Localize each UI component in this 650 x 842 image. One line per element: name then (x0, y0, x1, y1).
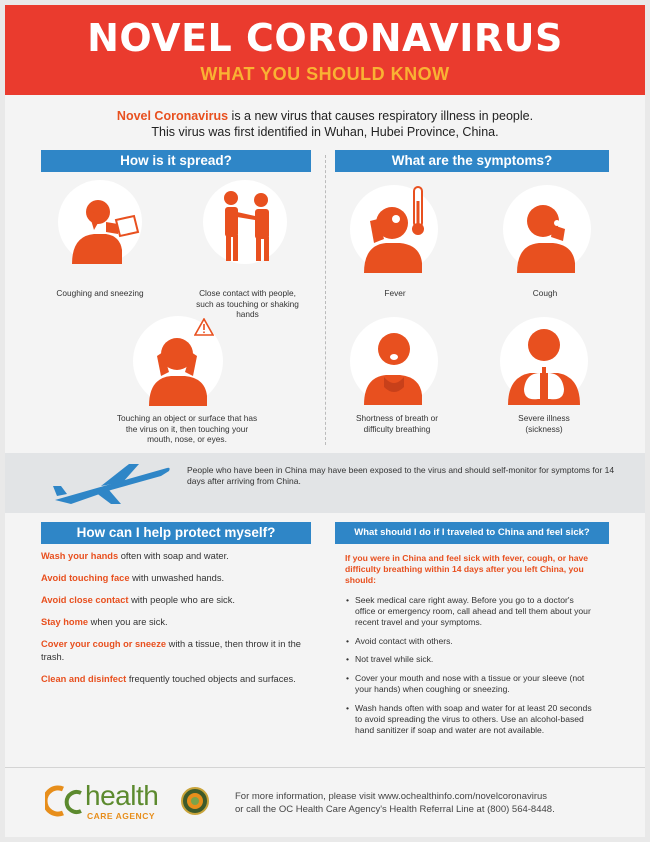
logo-word: health (85, 780, 159, 811)
protect-item: Avoid touching face with unwashed hands. (41, 573, 225, 583)
footer-line2: or call the OC Health Care Agency's Health Referral Line at (800) 564-8448. (235, 804, 555, 815)
header-banner (5, 5, 645, 95)
spread-item-2-label: Close contact with people, such as touching or shaking hands (196, 288, 299, 319)
travel-heading: What should I do if I traveled to China and feel sick? (335, 522, 609, 544)
shortness-of-breath-icon (350, 317, 438, 410)
oc-logo-mark-icon (45, 783, 85, 817)
protect-item: Cover your cough or sneeze with a tissue, then throw it in the trash. (41, 639, 301, 662)
spread-item-3-label: Touching an object or surface that has the virus on it, then touching your mouth, nose, or eyes. (116, 413, 258, 444)
symptoms-heading: What are the symptoms? (335, 150, 609, 172)
travel-guidance (345, 553, 595, 744)
list-item: • Cover your mouth and nose with a tissue or your sleeve (not your hands) when coughing or sneezing. (345, 673, 595, 695)
oc-health-logo (45, 781, 210, 829)
flyer-page (5, 5, 645, 837)
page-title: NOVEL CORONAVIRUS (87, 16, 563, 60)
logo-subtitle: CARE AGENCY (87, 811, 155, 821)
footer-line1: For more information, please visit www.ochealthinfo.com/novelcoronavirus (235, 791, 548, 802)
list-item: • Seek medical care right away. Before you go to a doctor's office or emergency room, call ahead and tell them about your recent travel and your symptoms. (345, 595, 595, 629)
page-subtitle: WHAT YOU SHOULD KNOW (200, 64, 450, 84)
list-item: • Wash hands often with soap and water for at least 20 seconds to avoid spreading the virus to others. Use an alcohol-based hand sanitizer if soap and water are not available. (345, 703, 595, 737)
lungs-icon (500, 317, 588, 410)
travel-notice-text: People who have been in China may have been exposed to the virus and should self-monitor for symptoms for 14 days after arriving from China. (187, 465, 615, 486)
travel-lead: If you were in China and feel sick with fever, cough, or have difficulty breathing within 14 days after you left China, you should: (345, 553, 589, 586)
protect-list (41, 550, 301, 695)
protect-item: Avoid close contact with people who are sick. (41, 595, 235, 605)
symptom-item-3-label: Shortness of breath or difficulty breathing (355, 413, 439, 434)
protect-heading: How can I help protect myself? (41, 522, 311, 544)
close-contact-icon (203, 180, 287, 269)
protect-item: Wash your hands often with soap and water. (41, 551, 229, 561)
list-item: • Avoid contact with others. (345, 636, 595, 647)
cough-icon (503, 185, 591, 278)
spread-heading: How is it spread? (41, 150, 311, 172)
symptom-item-2-label: Cough (532, 288, 558, 298)
spread-item-1-label: Coughing and sneezing (56, 288, 144, 298)
symptom-item-1-label: Fever (384, 288, 406, 298)
symptom-item-4-label: Severe illness (sickness) (518, 413, 570, 434)
fever-icon (350, 185, 438, 278)
intro-line1: is a new virus that causes respiratory illness in people. (228, 109, 534, 123)
airplane-icon (51, 460, 171, 511)
protect-item: Stay home when you are sick. (41, 617, 168, 627)
travel-bullets (345, 595, 595, 737)
protect-item: Clean and disinfect frequently touched objects and surfaces. (41, 673, 296, 684)
footer-contact (235, 790, 615, 816)
intro-line2: This virus was first identified in Wuhan, Hubei Province, China. (151, 125, 499, 139)
intro-text (25, 108, 625, 140)
column-divider (325, 155, 326, 445)
list-item: • Not travel while sick. (345, 654, 595, 665)
warning-icon (194, 318, 214, 341)
county-seal-icon (181, 787, 209, 815)
intro-highlight: Novel Coronavirus (116, 109, 229, 123)
footer-divider (5, 767, 645, 768)
coughing-sneezing-icon (58, 180, 142, 269)
